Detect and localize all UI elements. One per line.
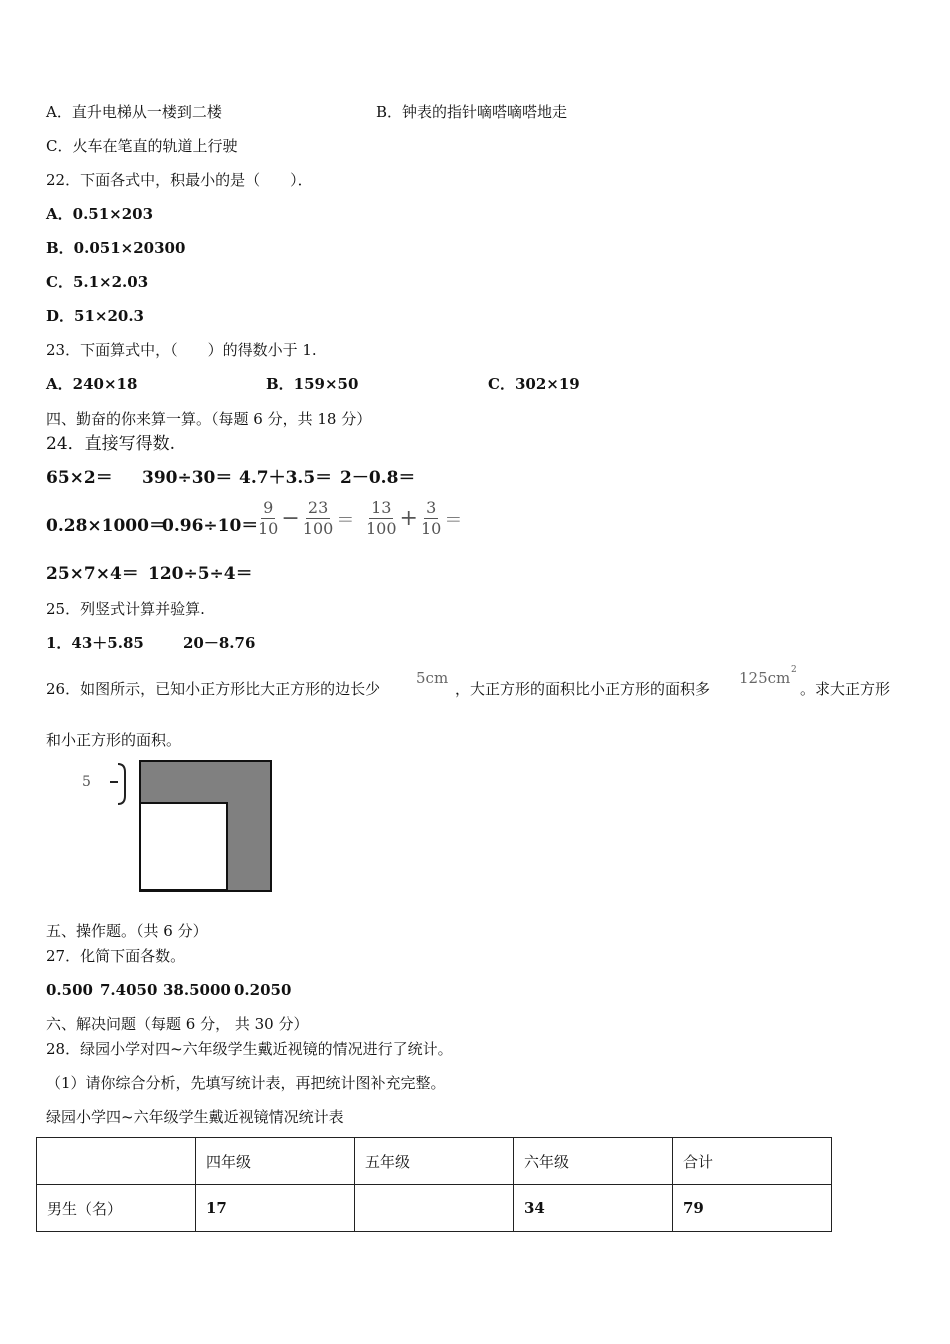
numerator: 9 xyxy=(263,498,274,517)
q24-item-3: 4.7＋3.5＝ xyxy=(239,468,333,488)
q27-number-2: 7.4050 xyxy=(100,981,158,999)
table-row xyxy=(37,1185,832,1232)
figure-label-5: 5 xyxy=(82,774,91,790)
denominator: 10 xyxy=(420,519,442,538)
q28-sub-question-1: （1）请你综合分析，先填写统计表，再把统计图补充完整。 xyxy=(46,1074,446,1092)
plus-sign: + xyxy=(399,506,418,531)
section5-title: 五、操作题。（共 6 分） xyxy=(46,922,208,940)
q25-item-1: 1．43＋5.85 xyxy=(46,634,144,652)
q26-text-part1: 26．如图所示，已知小正方形比大正方形的边长少 xyxy=(46,680,381,698)
table-cell-blank[interactable] xyxy=(355,1185,514,1232)
q23-option-b: B．159×50 xyxy=(266,375,359,393)
denominator: 100 xyxy=(302,519,334,538)
minus-sign: − xyxy=(281,506,300,531)
q25-item-2: 20－8.76 xyxy=(183,634,256,652)
q26-text-line2: 和小正方形的面积。 xyxy=(46,731,182,749)
q26-text-part2: ，大正方形的面积比小正方形的面积多 xyxy=(455,680,711,698)
q24-item-2: 390÷30＝ xyxy=(142,468,233,488)
numerator: 13 xyxy=(371,498,392,517)
q24-stem: 24．直接写得数. xyxy=(46,434,176,454)
section4-title: 四、勤奋的你来算一算。（每题 6 分，共 18 分） xyxy=(46,410,372,428)
q27-stem: 27．化简下面各数。 xyxy=(46,947,186,965)
table-header-cell xyxy=(37,1138,196,1185)
q21-option-c: C．火车在笔直的轨道上行驶 xyxy=(46,137,238,155)
equals-sign: ＝ xyxy=(336,509,355,531)
fraction-23-100 xyxy=(301,498,336,539)
q24-item-10: 120÷5÷4＝ xyxy=(148,564,253,584)
q24-item-4: 2－0.8＝ xyxy=(340,468,416,488)
fraction-9-10 xyxy=(256,498,280,539)
table-header-cell: 六年级 xyxy=(514,1138,673,1185)
q24-item-5: 0.28×1000＝ xyxy=(46,516,166,536)
q22-option-a: A．0.51×203 xyxy=(46,205,154,223)
q22-option-c: C．5.1×2.03 xyxy=(46,273,149,291)
q24-item-9: 25×7×4＝ xyxy=(46,564,139,584)
denominator: 10 xyxy=(258,519,279,538)
q22-stem: 22．下面各式中，积最小的是（ ）． xyxy=(46,171,313,189)
table-cell: 17 xyxy=(196,1185,355,1232)
numerator: 23 xyxy=(307,498,329,517)
q21-option-b: B．钟表的指针嘀嗒嘀嗒地走 xyxy=(376,103,568,121)
q27-number-1: 0.500 xyxy=(46,981,93,999)
fraction-13-100 xyxy=(364,498,399,539)
q21-option-a: A．直升电梯从一楼到二楼 xyxy=(46,103,222,121)
table-title: 绿园小学四~六年级学生戴近视镜情况统计表 xyxy=(46,1108,344,1126)
table-header-cell: 五年级 xyxy=(355,1138,514,1185)
table-header-cell: 四年级 xyxy=(196,1138,355,1185)
table-cell: 79 xyxy=(673,1185,832,1232)
q26-value-125cm: 125cm xyxy=(739,669,791,687)
q24-item-6: 0.96÷10＝ xyxy=(162,516,259,536)
q23-option-a: A．240×18 xyxy=(46,375,138,393)
denominator: 100 xyxy=(366,519,397,538)
fraction-3-10 xyxy=(419,498,443,539)
table-header-cell: 合计 xyxy=(673,1138,832,1185)
q23-option-c: C．302×19 xyxy=(488,375,580,393)
section6-title: 六、解决问题（每题 6 分， 共 30 分） xyxy=(46,1015,309,1033)
q25-stem: 25．列竖式计算并验算. xyxy=(46,600,205,618)
q26-text-part3: 。求大正方形 xyxy=(800,680,891,698)
q24-fraction-expression-1 xyxy=(256,498,355,539)
statistics-table xyxy=(36,1137,832,1232)
q24-fraction-expression-2 xyxy=(364,498,463,539)
equals-sign: ＝ xyxy=(444,509,463,531)
table-cell: 34 xyxy=(514,1185,673,1232)
q22-option-b: B．0.051×20300 xyxy=(46,239,186,257)
table-header-row xyxy=(37,1138,832,1185)
q27-number-4: 0.2050 xyxy=(234,981,292,999)
squares-figure xyxy=(80,758,280,898)
q26-value-exponent: 2 xyxy=(791,665,797,675)
small-square xyxy=(140,803,227,890)
q27-number-3: 38.5000 xyxy=(163,981,231,999)
q24-item-1: 65×2＝ xyxy=(46,468,113,488)
q26-value-5cm: 5cm xyxy=(416,669,449,687)
brace-icon xyxy=(110,764,125,804)
table-cell: 男生（名） xyxy=(37,1185,196,1232)
figure-drawing xyxy=(80,758,280,898)
q28-stem: 28．绿园小学对四~六年级学生戴近视镜的情况进行了统计。 xyxy=(46,1040,453,1058)
q23-stem: 23．下面算式中，（ ）的得数小于 1. xyxy=(46,341,317,359)
q22-option-d: D．51×20.3 xyxy=(46,307,144,325)
numerator: 3 xyxy=(426,498,437,517)
